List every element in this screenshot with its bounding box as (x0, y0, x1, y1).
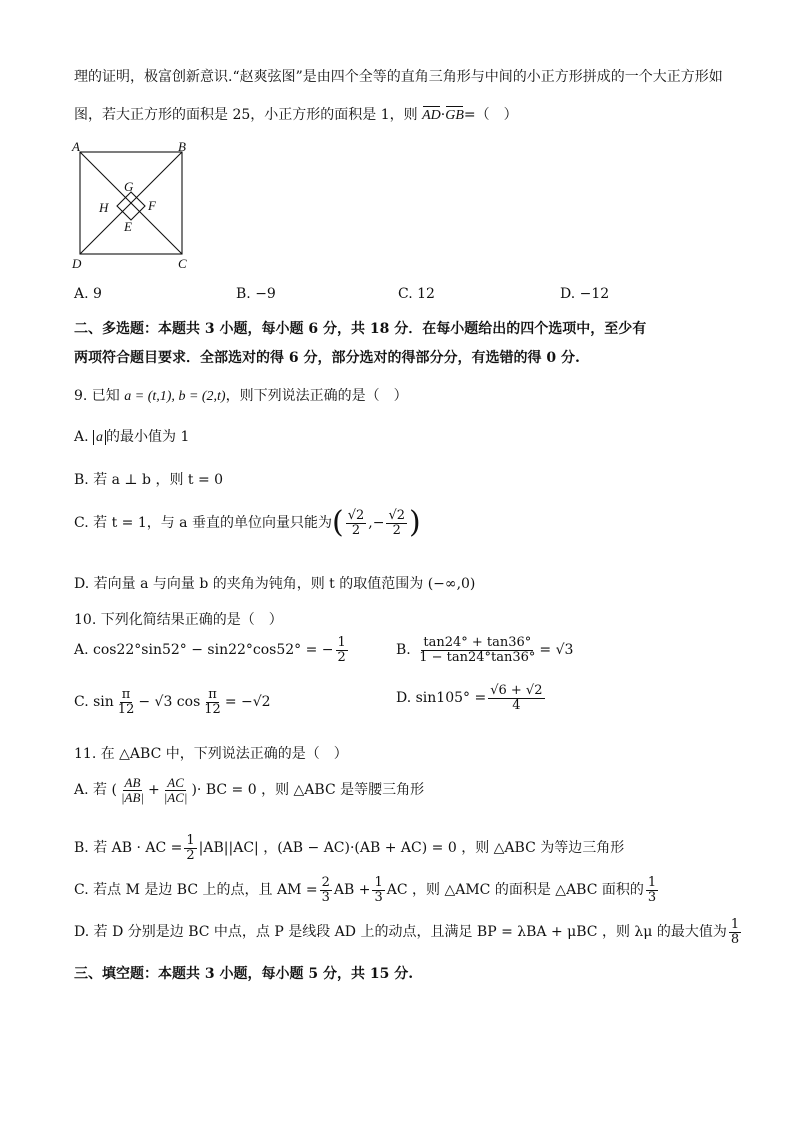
q11-option-b (74, 834, 624, 862)
inner-square (117, 192, 145, 220)
q11-c-den1: 3 (321, 889, 330, 905)
label-g: G (124, 179, 134, 194)
q9-stem (74, 385, 408, 405)
q8-option-c: C. 12 (398, 286, 435, 302)
q10-option-a (74, 636, 350, 664)
q11-b-den: 2 (186, 847, 195, 863)
q10-d-num: √6 + √2 (490, 683, 543, 698)
q9-stem-prefix: 9. 已知 (74, 388, 125, 404)
q10-b-den: 1 − tan24°tan36° (419, 649, 536, 665)
intro-line-2 (74, 104, 518, 124)
q9-option-a (74, 426, 189, 446)
q11-a-prefix: A. 若 ( (74, 782, 117, 799)
q10-c-mid: − √3 cos (138, 694, 201, 711)
label-f: F (148, 198, 156, 213)
q11-option-d (74, 918, 743, 946)
q10-c-result: = −√2 (224, 694, 271, 711)
q10-option-d (396, 684, 547, 712)
label-a: A (72, 140, 80, 154)
q9-option-d: D. 若向量 a 与向量 b 的夹角为钝角，则 t 的取值范围为 (−∞,0) (74, 576, 476, 592)
q11-a-den2: |AC| (163, 789, 188, 805)
q11-a-text: )· BC = 0 ，则 △ABC 是等腰三角形 (191, 782, 425, 799)
q10-option-b (396, 636, 573, 664)
q9-option-c: C. 若 t = 1，与 a 垂直的单位向量只能为( $\frac{√2}{2}$ ,− $\frac{√2}{2}$ ) (74, 505, 421, 540)
q11-a-num2: AC (167, 775, 184, 790)
q9-option-a-prefix: A. (74, 429, 94, 445)
q10-b-result: = √3 (539, 642, 574, 659)
label-h: H (99, 200, 109, 215)
q11-b-text: |AB||AC| ，(AB − AC)·(AB + AC) = 0 ，则 △ABC 为等边三角形 (198, 840, 625, 857)
q9-option-c-text: C. 若 t = 1，与 a 垂直的单位向量只能为 (74, 515, 332, 531)
section-2-heading-line-1: 二、多选题：本题共 3 小题，每小题 6 分，共 18 分．在每小题给出的四个选项中，至少有 (74, 321, 647, 337)
q10-c-prefix: C. sin (74, 694, 114, 711)
q11-c-prefix: C. 若点 M 是边 BC 上的点，且 AM = (74, 882, 318, 899)
q10-a-text: A. cos22°sin52° − sin22°cos52° = − (74, 642, 334, 659)
label-e: E (124, 219, 132, 234)
q10-a-num: 1 (337, 635, 346, 650)
q11-option-a (74, 776, 424, 804)
intro-line-2-text: 图，若大正方形的面积是 25，小正方形的面积是 1，则 (74, 107, 423, 123)
answer-blank: =（ ） (463, 107, 518, 123)
q11-c-mid: AB + (333, 882, 371, 899)
q10-d-prefix: D. sin105° = (396, 690, 487, 707)
q11-c-num1: 2 (321, 875, 330, 890)
q9-c-den1: 2 (351, 522, 361, 538)
q10-c-num1: π (121, 687, 131, 702)
q11-c-mid2: AC ，则 △AMC 的面积是 △ABC 面积的 (386, 882, 644, 899)
q11-d-num: 1 (730, 917, 740, 932)
q10-stem: 10. 下列化简结果正确的是（ ） (74, 612, 283, 628)
q9-option-a-text: 的最小值为 1 (106, 429, 190, 445)
q11-a-den1: |AB| (120, 789, 144, 805)
q11-d-text: D. 若 D 分别是边 BC 中点，点 P 是线段 AD 上的动点，且满足 BP = λBA + μBC ，则 λμ 的最大值为 (74, 924, 727, 941)
q9-option-b: B. 若 a ⊥ b ，则 t = 0 (74, 472, 224, 488)
q11-c-den2: 3 (374, 889, 383, 905)
label-c: C (178, 256, 187, 271)
q9-vector-a-def: a = (t,1), (124, 389, 179, 404)
intro-line-1: 理的证明，极富创新意识.“赵爽弦图”是由四个全等的直角三角形与中间的小正方形拼成的一个大正方形如 (74, 69, 723, 85)
q9-c-den2: 2 (392, 522, 401, 538)
section-2-heading-line-2: 两项符合题目要求．全部选对的得 6 分，部分选对的得部分分，有选错的得 0 分. (74, 350, 580, 366)
q11-d-den: 8 (730, 931, 740, 947)
q11-option-c (74, 876, 660, 904)
q10-c-num2: π (208, 687, 217, 702)
q10-b-prefix: B. (396, 642, 411, 659)
q9-c-sep: ,− (368, 515, 385, 531)
section-3-heading: 三、填空题：本题共 3 小题，每小题 5 分，共 15 分. (74, 966, 414, 982)
q9-stem-suffix: ，则下列说法正确的是（ ） (225, 388, 408, 404)
q11-c-num3: 1 (647, 875, 657, 890)
q9-option-a-abs: a (93, 430, 106, 445)
q10-a-den: 2 (337, 649, 346, 665)
q11-c-den3: 3 (647, 889, 657, 905)
q10-c-den2: 12 (204, 701, 221, 717)
q11-a-plus: + (147, 782, 160, 799)
q8-option-b: B. −9 (236, 286, 276, 302)
q10-b-num: tan24° + tan36° (423, 635, 532, 650)
q11-a-num1: AB (124, 775, 141, 790)
q10-d-den: 4 (512, 697, 521, 713)
q11-c-num2: 1 (374, 875, 383, 890)
label-d: D (72, 256, 82, 271)
vector-gb: GB (445, 108, 464, 123)
q10-c-den1: 12 (117, 701, 135, 717)
q9-c-num1: √2 (347, 507, 365, 523)
q10-option-c (74, 688, 271, 716)
label-b: B (178, 140, 186, 154)
q9-vector-b-def: b = (2,t) (178, 389, 226, 404)
q9-c-num2: √2 (388, 507, 406, 523)
zhao-shuang-figure (68, 140, 198, 272)
vector-ad: AD (422, 108, 441, 123)
q8-option-a: A. 9 (74, 286, 102, 302)
q11-stem: 11. 在 △ABC 中，下列说法正确的是（ ） (74, 746, 348, 762)
dot-operator: · (440, 107, 446, 123)
q11-b-num: 1 (186, 833, 195, 848)
q11-b-prefix: B. 若 AB · AC = (74, 840, 183, 857)
q8-option-d: D. −12 (560, 286, 610, 302)
